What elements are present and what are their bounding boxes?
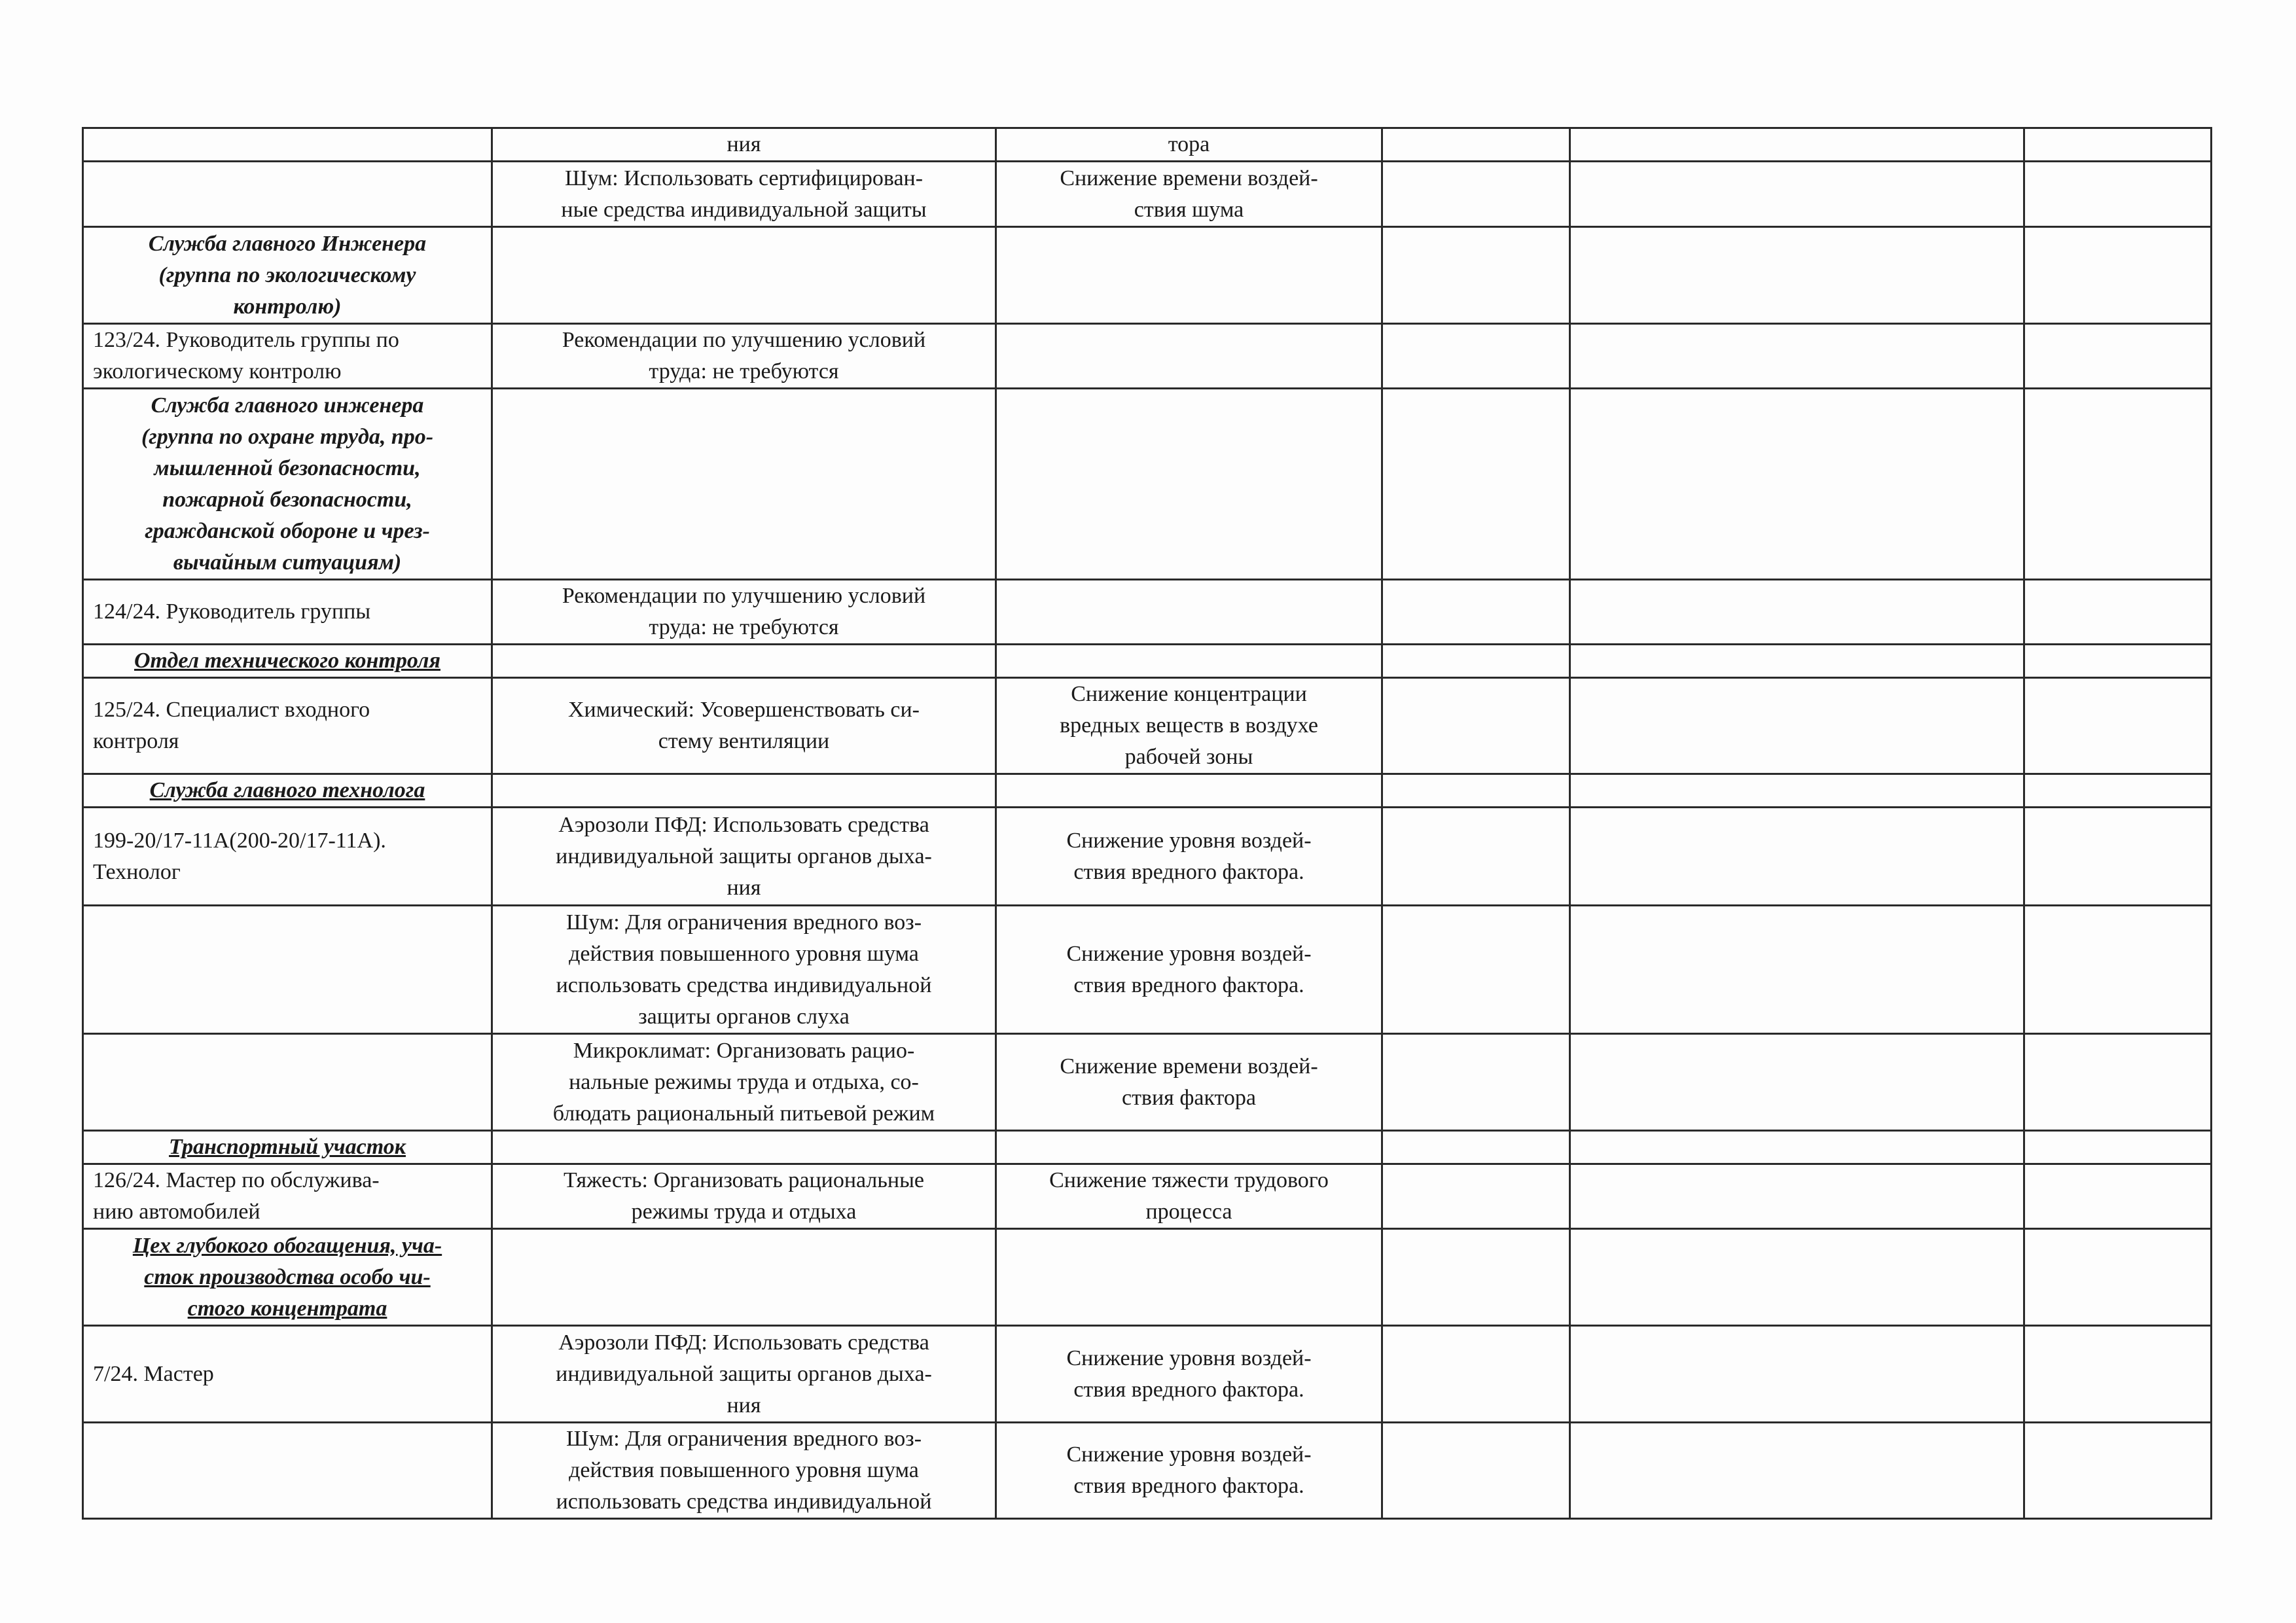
empty-cell (2024, 162, 2212, 227)
table-row (83, 128, 2212, 162)
table-row (83, 324, 2212, 389)
measure-cell: ния (492, 128, 996, 162)
position-cell (83, 1034, 492, 1131)
empty-cell (1382, 162, 1570, 227)
table-row (83, 906, 2212, 1034)
table-row (83, 1423, 2212, 1519)
empty-cell (1382, 1423, 1570, 1519)
measure-cell (492, 645, 996, 678)
empty-cell (2024, 227, 2212, 324)
position-cell: 126/24. Мастер по обслужива- нию автомобилей (83, 1164, 492, 1229)
measure-cell (492, 227, 996, 324)
position-cell (83, 162, 492, 227)
position-cell: 123/24. Руководитель группы по экологическому контролю (83, 324, 492, 389)
goal-cell: Снижение уровня воздей- ствия вредного фактора. (996, 906, 1382, 1034)
empty-cell (2024, 389, 2212, 580)
table-row (83, 1326, 2212, 1423)
empty-cell (1570, 162, 2024, 227)
empty-cell (1570, 645, 2024, 678)
table-row (83, 162, 2212, 227)
empty-cell (1570, 906, 2024, 1034)
empty-cell (2024, 324, 2212, 389)
empty-cell (2024, 906, 2212, 1034)
measure-cell: Шум: Использовать сертифицирован- ные средства индивидуальной защиты (492, 162, 996, 227)
position-cell: 124/24. Руководитель группы (83, 580, 492, 645)
section-row (83, 227, 2212, 324)
goal-cell (996, 580, 1382, 645)
position-cell (83, 906, 492, 1034)
goal-cell (996, 227, 1382, 324)
empty-cell (1382, 128, 1570, 162)
section-row (83, 1229, 2212, 1326)
section-row (83, 645, 2212, 678)
table-row (83, 678, 2212, 774)
measure-cell (492, 389, 996, 580)
empty-cell (2024, 774, 2212, 808)
empty-cell (1382, 1131, 1570, 1164)
section-heading: Служба главного инженера (группа по охране труда, про- мышленной безопасности, пожарной безопасности, гражданской обороне и чрез- вычайным ситуациям) (83, 389, 492, 580)
position-cell: 7/24. Мастер (83, 1326, 492, 1423)
empty-cell (1570, 389, 2024, 580)
section-heading-text: Цех глубокого обогащения, уча- сток производства особо чи- стого концентрата (132, 1233, 442, 1321)
empty-cell (2024, 645, 2212, 678)
empty-cell (1570, 1326, 2024, 1423)
section-heading: Служба главного Инженера (группа по экологическому контролю) (83, 227, 492, 324)
empty-cell (1382, 1034, 1570, 1131)
empty-cell (2024, 808, 2212, 906)
goal-cell: Снижение уровня воздей- ствия вредного фактора. (996, 1326, 1382, 1423)
goal-cell: Снижение уровня воздей- ствия вредного фактора. (996, 1423, 1382, 1519)
goal-cell: Снижение уровня воздей- ствия вредного фактора. (996, 808, 1382, 906)
empty-cell (1570, 324, 2024, 389)
position-cell: 125/24. Специалист входного контроля (83, 678, 492, 774)
empty-cell (1570, 808, 2024, 906)
measure-cell: Тяжесть: Организовать рациональные режимы труда и отдыха (492, 1164, 996, 1229)
section-row (83, 1131, 2212, 1164)
empty-cell (1570, 678, 2024, 774)
goal-cell: Снижение времени воздей- ствия фактора (996, 1034, 1382, 1131)
position-cell (83, 128, 492, 162)
measure-cell: Аэрозоли ПФД: Использовать средства индивидуальной защиты органов дыха- ния (492, 1326, 996, 1423)
empty-cell (1382, 808, 1570, 906)
empty-cell (1570, 1131, 2024, 1164)
position-cell (83, 1423, 492, 1519)
empty-cell (1382, 1229, 1570, 1326)
table-row (83, 1034, 2212, 1131)
table-row (83, 808, 2212, 906)
measure-cell: Рекомендации по улучшению условий труда: не требуются (492, 580, 996, 645)
measure-cell: Рекомендации по улучшению условий труда: не требуются (492, 324, 996, 389)
empty-cell (1382, 645, 1570, 678)
empty-cell (2024, 1423, 2212, 1519)
measure-cell: Шум: Для ограничения вредного воз- действия повышенного уровня шума использовать средства индивидуальной защиты органов слуха (492, 906, 996, 1034)
empty-cell (1570, 1164, 2024, 1229)
goal-cell: Снижение тяжести трудового процесса (996, 1164, 1382, 1229)
empty-cell (2024, 128, 2212, 162)
empty-cell (2024, 1164, 2212, 1229)
goal-cell: Снижение времени воздей- ствия шума (996, 162, 1382, 227)
empty-cell (1570, 1034, 2024, 1131)
measures-table (82, 127, 2212, 1520)
goal-cell (996, 774, 1382, 808)
goal-cell: тора (996, 128, 1382, 162)
measure-cell: Аэрозоли ПФД: Использовать средства индивидуальной защиты органов дыха- ния (492, 808, 996, 906)
empty-cell (2024, 1326, 2212, 1423)
measure-cell (492, 774, 996, 808)
measure-cell: Химический: Усовершенствовать си- стему вентиляции (492, 678, 996, 774)
empty-cell (1570, 580, 2024, 645)
section-heading-text: Транспортный участок (169, 1135, 406, 1159)
goal-cell (996, 645, 1382, 678)
empty-cell (1382, 1164, 1570, 1229)
section-heading (83, 1131, 492, 1164)
empty-cell (1382, 227, 1570, 324)
measure-cell: Микроклимат: Организовать рацио- нальные режимы труда и отдыха, со- блюдать рациональный питьевой режим (492, 1034, 996, 1131)
measure-cell (492, 1131, 996, 1164)
empty-cell (1570, 227, 2024, 324)
empty-cell (2024, 1131, 2212, 1164)
goal-cell (996, 324, 1382, 389)
empty-cell (2024, 1229, 2212, 1326)
empty-cell (2024, 580, 2212, 645)
goal-cell (996, 1229, 1382, 1326)
empty-cell (1570, 1229, 2024, 1326)
empty-cell (1382, 678, 1570, 774)
section-row (83, 774, 2212, 808)
section-heading (83, 774, 492, 808)
empty-cell (1382, 389, 1570, 580)
empty-cell (1570, 774, 2024, 808)
goal-cell (996, 389, 1382, 580)
empty-cell (2024, 678, 2212, 774)
empty-cell (1382, 324, 1570, 389)
section-heading (83, 1229, 492, 1326)
section-heading-text: Отдел технического контроля (134, 649, 440, 673)
empty-cell (1382, 580, 1570, 645)
empty-cell (1570, 1423, 2024, 1519)
table-row (83, 1164, 2212, 1229)
empty-cell (1382, 906, 1570, 1034)
goal-cell: Снижение концентрации вредных веществ в воздухе рабочей зоны (996, 678, 1382, 774)
empty-cell (1382, 1326, 1570, 1423)
measure-cell: Шум: Для ограничения вредного воз- действия повышенного уровня шума использовать средства индивидуальной (492, 1423, 996, 1519)
empty-cell (1382, 774, 1570, 808)
position-cell: 199-20/17-11А(200-20/17-11А). Технолог (83, 808, 492, 906)
goal-cell (996, 1131, 1382, 1164)
measure-cell (492, 1229, 996, 1326)
table-row (83, 580, 2212, 645)
empty-cell (2024, 1034, 2212, 1131)
section-heading-text: Служба главного технолога (149, 778, 425, 802)
section-row (83, 389, 2212, 580)
empty-cell (1570, 128, 2024, 162)
section-heading (83, 645, 492, 678)
